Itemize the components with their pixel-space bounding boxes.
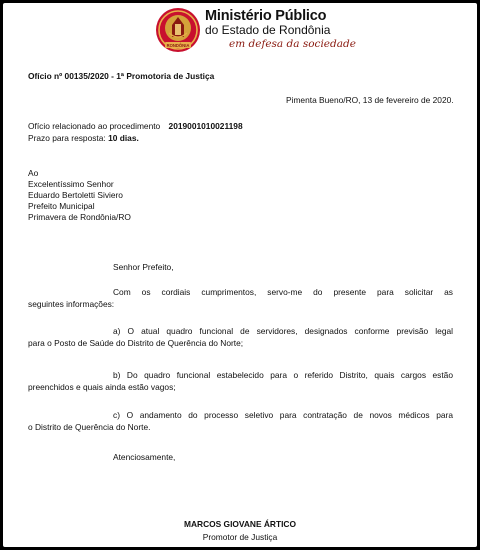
procedure-line bbox=[28, 121, 243, 132]
org-name: Ministério Público bbox=[205, 8, 327, 24]
salutation: Senhor Prefeito, bbox=[113, 262, 174, 272]
recipient-line: Excelentíssimo Senhor bbox=[28, 179, 114, 189]
item-b-line-2: preenchidos e quais ainda estão vagos; bbox=[28, 382, 176, 392]
item-c-line-1: c) O andamento do processo seletivo para contratação de novos médicos para bbox=[113, 410, 453, 420]
item-a-line-2: para o Posto de Saúde do Distrito de Querência do Norte; bbox=[28, 338, 244, 348]
deadline-label: Prazo para resposta: bbox=[28, 133, 106, 143]
document-page bbox=[3, 3, 477, 547]
recipient-line: Ao bbox=[28, 168, 39, 178]
header-logo bbox=[155, 7, 356, 57]
deadline-line bbox=[28, 133, 139, 144]
item-a-line-1: a) O atual quadro funcional de servidores, designados conforme previsão legal bbox=[113, 326, 453, 336]
procedure-label: Ofício relacionado ao procedimento bbox=[28, 121, 161, 131]
closing: Atenciosamente, bbox=[113, 452, 176, 462]
deadline-value: 10 dias. bbox=[108, 133, 139, 143]
procedure-number: 2019001010021198 bbox=[168, 121, 243, 131]
org-motto: em defesa da sociedade bbox=[229, 38, 356, 50]
document-reference: Ofício nº 00135/2020 - 1ª Promotoria de Justiça bbox=[28, 71, 215, 81]
seal-text: RONDÔNIA bbox=[166, 43, 190, 48]
item-c-line-2: o Distrito de Querência do Norte. bbox=[28, 422, 151, 432]
intro-line-1: Com os cordiais cumprimentos, servo-me do presente para solicitar as bbox=[113, 287, 453, 297]
recipient-line: Primavera de Rondônia/RO bbox=[28, 212, 131, 222]
intro-line-2: seguintes informações: bbox=[28, 299, 115, 309]
seal-icon bbox=[155, 7, 201, 53]
signer-name: MARCOS GIOVANE ÁRTICO bbox=[184, 519, 296, 529]
recipient-line: Prefeito Municipal bbox=[28, 201, 95, 211]
org-state: do Estado de Rondônia bbox=[205, 23, 331, 37]
place-date: Pimenta Bueno/RO, 13 de fevereiro de 2020. bbox=[286, 95, 454, 105]
signer-title: Promotor de Justiça bbox=[202, 532, 278, 542]
recipient-line: Eduardo Bertoletti Siviero bbox=[28, 190, 123, 200]
item-b-line-1: b) Do quadro funcional estabelecido para o referido Distrito, quais cargos estão bbox=[113, 370, 453, 380]
